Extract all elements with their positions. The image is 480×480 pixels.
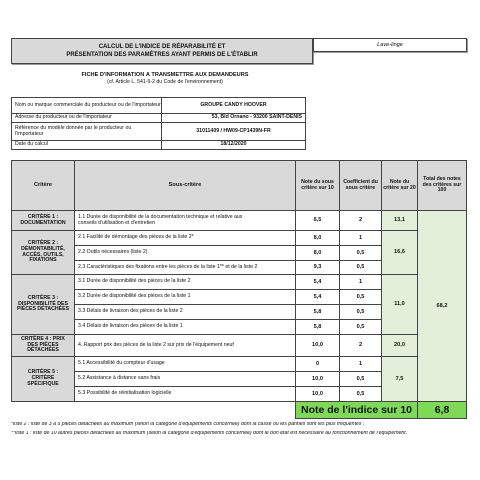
fiche-heading [60,72,270,90]
col-header-note-10: Note du sous critère sur 10 [295,160,340,211]
subcriterion-note: 10,0 [295,334,340,357]
criterion-1: CRITÈRE 1 : DOCUMENTATION [11,210,75,231]
header-title-line1: CALCUL DE L'INDICE DE RÉPARABILITÉ ET [98,43,226,50]
info-value-date: 18/12/2020 [161,140,306,150]
subcriterion-coef: 1 [339,274,382,290]
total-score: 68,2 [417,210,467,402]
criterion-5-score: 7,5 [381,356,418,402]
info-label-brand: Nom ou marque commerciale du producteur ou de l'importateur [11,97,162,114]
subcriterion-note: 8,0 [295,245,340,261]
col-header-total: Total des notes des critères sur 100 [417,160,467,211]
info-value-brand: GROUPE CANDY HOOVER [161,97,306,114]
info-label-date: Date du calcul [11,140,162,150]
footnote-list-2: *liste 2 : liste de 3 à 5 pièces détachées au maximum (selon la catégorie d'équipements concernée) dont la casse ou les pannes sont les plus fréquentes ; [11,422,365,427]
fiche-line1: FICHE D'INFORMATION À TRANSMETTRE AUX DEMANDEURS [81,72,249,78]
col-header-sous-critere: Sous-critère [74,160,296,211]
subcriterion-label: 3.1 Durée de disponibilité des pièces de la liste 2 [74,274,296,290]
subcriterion-note: 0 [295,356,340,372]
subcriterion-coef: 1 [339,356,382,372]
info-label-address: Adresse du producteur ou de l'importateur [11,113,162,123]
subcriterion-coef: 0,5 [339,260,382,275]
subcriterion-coef: 1 [339,230,382,246]
criterion-4: CRITÈRE 4 : PRIX DES PIÈCES DÉTACHÉES [11,334,75,357]
subcriterion-label: 1.1 Durée de disponibilité de la documentation technique et relative aux conseils d'utilisation et d'entretien [74,210,296,231]
header-title-box [11,38,313,64]
subcriterion-note: 10,0 [295,386,340,402]
subcriterion-coef: 0,5 [339,304,382,320]
subcriterion-label: 2.3 Caractéristiques des fixations entre les pièces de la liste 1** et de la liste 2 [74,260,296,275]
subcriterion-label: 2.1 Facilité de démontage des pièces de la liste 2* [74,230,296,246]
final-note-value: 6,8 [417,401,467,419]
subcriterion-label: 5.2 Assistance à distance sans frais [74,371,296,387]
subcriterion-note: 5,4 [295,274,340,290]
subcriterion-note: 6,5 [295,210,340,231]
subcriterion-label: 3.2 Durée de disponibilité des pièces de la liste 1 [74,289,296,305]
subcriterion-label: 3.4 Délais de livraison des pièces de la liste 1 [74,319,296,335]
subcriterion-note: 9,3 [295,260,340,275]
info-value-reference: 31011409 / HW09-CP1439N-FR [161,122,306,141]
fiche-line2: (cf. Article L. 541-9-2 du Code de l'environnement) [107,79,223,86]
subcriterion-label: 2.2 Outils nécessaires (liste 2) [74,245,296,261]
criterion-4-score: 20,0 [381,334,418,357]
criterion-3: CRITÈRE 3 : DISPONIBILITÉ DES PIÈCES DÉTACHÉES [11,274,75,335]
subcriterion-note: 5,8 [295,319,340,335]
subcriterion-note: 10,0 [295,371,340,387]
subcriterion-label: 5.3 Possibilité de réinitialisation logicielle [74,386,296,402]
subcriterion-coef: 0,5 [339,371,382,387]
criterion-2: CRITÈRE 2 : DÉMONTABILITÉ, ACCÈS, OUTILS, FIXATIONS [11,230,75,275]
subcriterion-label: 5.1 Accessibilité du compteur d'usage [74,356,296,372]
col-header-critere: Critère [11,160,75,211]
criterion-1-score: 13,1 [381,210,418,231]
info-value-address: 53, Bld Ornano - 93200 SAINT-DENIS [161,113,306,123]
footnote-list-1: **liste 1 : liste de 10 autres pièces détachées au maximum (selon la catégorie d'équipements concernée) dont le bon état est nécessaire au fonctionnement de l'équipement. [11,431,408,436]
subcriterion-coef: 2 [339,334,382,357]
subcriterion-coef: 2 [339,210,382,231]
criterion-3-score: 11,0 [381,274,418,335]
header-title-line2: PRÉSENTATION DES PARAMÈTRES AYANT PERMIS DE L'ÉTABLIR [66,51,258,58]
subcriterion-note: 5,4 [295,289,340,305]
criterion-5: CRITÈRE 5 : CRITÈRE SPÉCIFIQUE [11,356,75,402]
subcriterion-label: 3.3 Délais de livraison des pièces de la liste 2 [74,304,296,320]
final-note-label: Note de l'indice sur 10 [295,401,418,419]
subcriterion-note: 5,8 [295,304,340,320]
col-header-note-20: Note du critère sur 20 [381,160,418,211]
col-header-coefficient: Coefficient du sous critère [339,160,382,211]
subcriterion-coef: 0,5 [339,386,382,402]
subcriterion-coef: 0,5 [339,319,382,335]
subcriterion-coef: 0,5 [339,245,382,261]
subcriterion-label: 4. Rapport prix des pièces de la liste 2 sur prix de l'équipement neuf [74,334,296,357]
info-label-reference: Référence du modèle donnée par le producteur ou l'importateur [11,122,162,141]
product-type: Lave-linge [313,38,467,52]
criterion-2-score: 16,6 [381,230,418,275]
subcriterion-coef: 0,5 [339,289,382,305]
subcriterion-note: 8,0 [295,230,340,246]
